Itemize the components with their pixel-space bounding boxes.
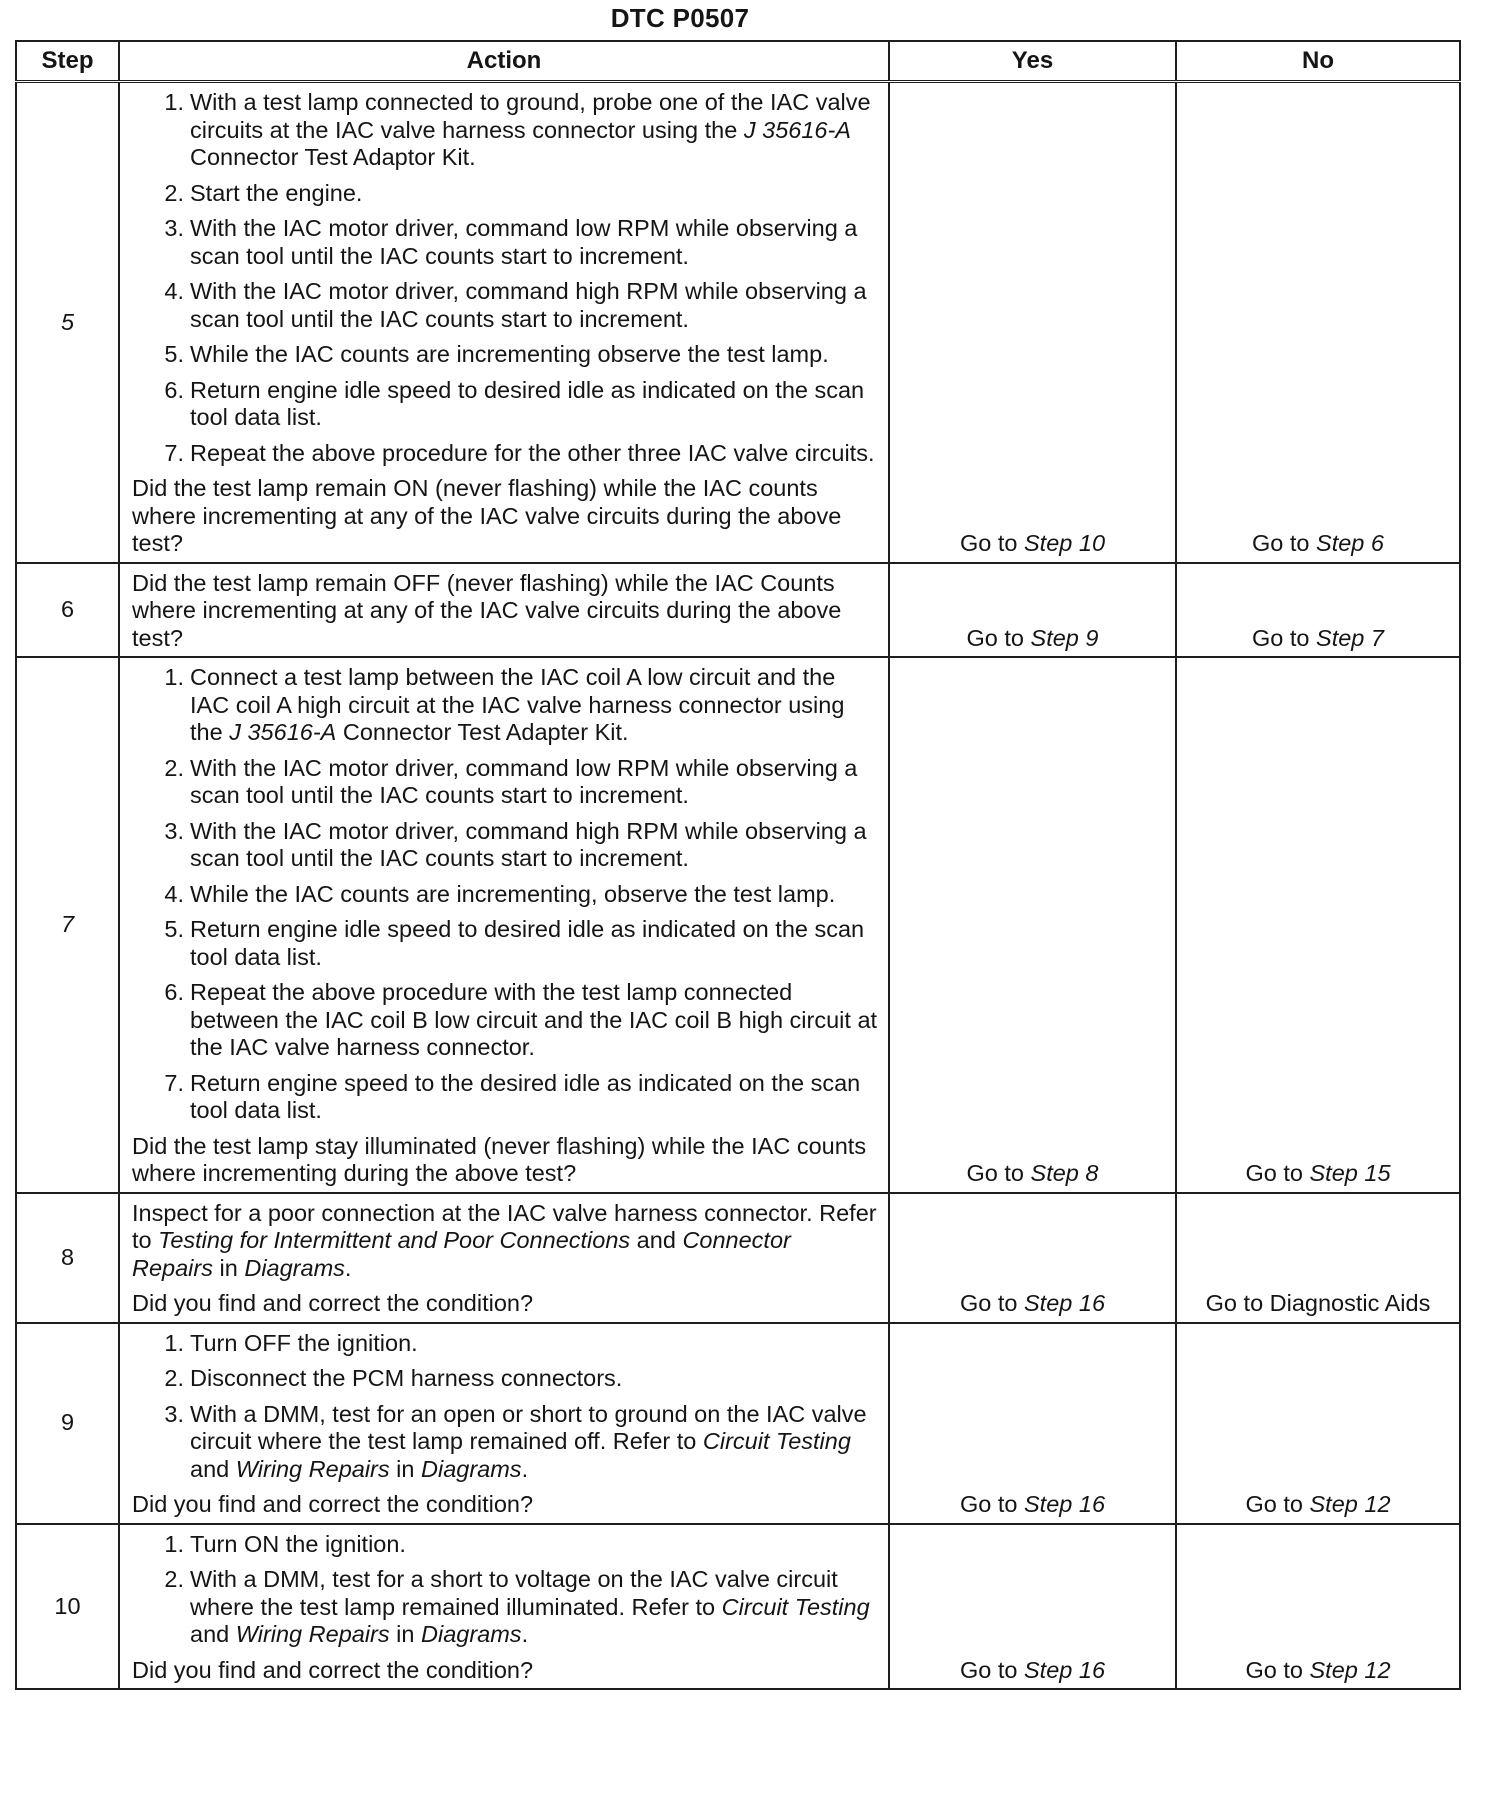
list-item-number: 7.: [164, 439, 184, 466]
action-cell: [119, 82, 889, 563]
table-header-row: [16, 41, 1460, 82]
list-item: [132, 755, 878, 810]
no-outcome-step: Step 15: [1309, 1160, 1391, 1186]
text-segment: .: [344, 1254, 352, 1281]
text-segment: With the IAC motor driver, command low RPM while observing a scan tool until the IAC counts start to increment.: [190, 754, 858, 808]
no-outcome-text: Go to: [1252, 530, 1317, 556]
yes-outcome: [889, 563, 1176, 658]
list-item-number: 5.: [164, 341, 184, 367]
list-item-number: 4.: [164, 278, 184, 304]
table-row: [16, 1193, 1460, 1323]
text-segment: Repeat the above procedure with the test lamp connected between the IAC coil B low circuit and the IAC coil B high circuit at the IAC valve harness connector.: [190, 979, 878, 1060]
text-segment: and: [190, 1621, 236, 1647]
list-item: [132, 180, 878, 208]
step-number: 7: [16, 657, 119, 1193]
no-outcome-text: Go to: [1245, 1656, 1310, 1683]
reference-text: Wiring Repairs: [235, 1621, 390, 1647]
decision-question: Did the test lamp stay illuminated (never flashing) while the IAC counts where incrementing during the above test?: [132, 1132, 867, 1186]
table-row: [16, 1524, 1460, 1690]
no-outcome-step: Step 7: [1316, 624, 1384, 651]
reference-text: J 35616-A: [229, 719, 337, 745]
table-row: [16, 657, 1460, 1193]
no-outcome: [1176, 1524, 1460, 1690]
yes-outcome-step: Step 16: [1024, 1290, 1106, 1316]
reference-text: Diagrams: [421, 1455, 522, 1482]
text-segment: and: [630, 1227, 683, 1253]
list-item-number: 2.: [164, 1566, 184, 1592]
no-outcome-text: Go to: [1245, 1160, 1310, 1186]
text-segment: Return engine idle speed to desired idle as indicated on the scan tool data list.: [190, 916, 865, 970]
text-segment: Return engine speed to the desired idle as indicated on the scan tool data list.: [190, 1069, 861, 1123]
text-segment: With a DMM, test for an open or short to ground on the IAC valve circuit where the test lamp remained off. Refer to: [190, 1400, 867, 1454]
yes-outcome: [889, 657, 1176, 1193]
no-outcome-text: Go to Diagnostic Aids: [1205, 1290, 1431, 1316]
list-item: [132, 818, 878, 873]
reference-text: Diagrams: [421, 1621, 522, 1647]
header-yes: Yes: [889, 41, 1176, 82]
yes-outcome-text: Go to: [959, 1656, 1024, 1683]
list-item-number: 2.: [164, 1365, 184, 1391]
text-segment: With the IAC motor driver, command low RPM while observing a scan tool until the IAC counts start to increment.: [190, 215, 858, 269]
list-item-number: 4.: [164, 880, 184, 907]
list-item-number: 1.: [164, 1530, 184, 1557]
decision-question: Did the test lamp remain ON (never flashing) while the IAC counts where incrementing at any of the IAC valve circuits during the above test?: [132, 475, 842, 556]
step-number: 10: [16, 1524, 119, 1690]
yes-outcome-text: Go to: [959, 530, 1024, 556]
yes-outcome-step: Step 10: [1024, 530, 1106, 556]
list-item: [132, 664, 878, 747]
action-steps-list: [132, 89, 878, 467]
header-no: No: [1176, 41, 1460, 82]
list-item: [132, 881, 878, 909]
no-outcome: [1176, 1193, 1460, 1323]
list-item-number: 7.: [164, 1069, 184, 1096]
reference-text: Diagrams: [244, 1254, 345, 1281]
action-steps-list: [132, 1330, 878, 1484]
action-cell: [119, 1524, 889, 1690]
yes-outcome-step: Step 16: [1024, 1491, 1106, 1517]
no-outcome: [1176, 82, 1460, 563]
text-segment: Connector Test Adapter Kit.: [336, 719, 629, 745]
list-item-number: 2.: [164, 179, 184, 206]
text-segment: With a test lamp connected to ground, probe one of the IAC valve circuits at the IAC valve harness connector using the: [190, 89, 871, 143]
text-segment: .: [521, 1455, 529, 1482]
text-segment: With the IAC motor driver, command high RPM while observing a scan tool until the IAC counts start to increment.: [190, 278, 867, 332]
text-segment: Turn OFF the ignition.: [190, 1329, 418, 1356]
text-segment: Inspect for a poor connection at the IAC valve harness connector. Refer to: [132, 1199, 877, 1253]
list-item-number: 3.: [164, 1400, 184, 1427]
decision-question: Did the test lamp remain OFF (never flashing) while the IAC Counts where incrementing at any of the IAC valve circuits during the above test?: [132, 569, 842, 651]
decision-question: Did you find and correct the condition?: [132, 1290, 534, 1316]
list-item: [132, 1401, 878, 1484]
table-row: [16, 82, 1460, 563]
decision-question: Did you find and correct the condition?: [132, 1656, 534, 1683]
action-cell: [119, 1323, 889, 1524]
header-action: Action: [119, 41, 889, 82]
list-item: [132, 1330, 878, 1358]
text-segment: While the IAC counts are incrementing observe the test lamp.: [190, 341, 829, 367]
list-item-number: 1.: [164, 1329, 184, 1356]
yes-outcome: [889, 1193, 1176, 1323]
list-item-number: 3.: [164, 215, 184, 241]
text-segment: Return engine idle speed to desired idle as indicated on the scan tool data list.: [190, 376, 865, 430]
no-outcome-step: Step 12: [1309, 1491, 1391, 1517]
reference-text: Circuit Testing: [702, 1428, 851, 1454]
no-outcome: [1176, 563, 1460, 658]
list-item-number: 1.: [164, 89, 184, 115]
action-steps-list: [132, 664, 878, 1125]
yes-outcome: [889, 1524, 1176, 1690]
no-outcome-text: Go to: [1245, 1491, 1310, 1517]
list-item: [132, 278, 878, 333]
list-item: [132, 215, 878, 270]
yes-outcome-step: Step 8: [1030, 1160, 1099, 1186]
list-item-number: 5.: [164, 916, 184, 942]
list-item: [132, 440, 878, 468]
no-outcome: [1176, 1323, 1460, 1524]
list-item: [132, 1365, 878, 1393]
yes-outcome-text: Go to: [959, 1491, 1024, 1517]
reference-text: Circuit Testing: [721, 1593, 870, 1620]
yes-outcome-step: Step 9: [1030, 624, 1099, 651]
text-segment: Repeat the above procedure for the other three IAC valve circuits.: [190, 439, 875, 466]
list-item: [132, 377, 878, 432]
list-item: [132, 1070, 878, 1125]
yes-outcome-step: Step 16: [1024, 1656, 1106, 1683]
table-row: [16, 563, 1460, 658]
action-steps-list: [132, 1531, 878, 1649]
text-segment: Connector Test Adaptor Kit.: [190, 144, 476, 170]
reference-text: Connector Repairs: [132, 1227, 791, 1281]
list-item: [132, 979, 878, 1062]
yes-outcome-text: Go to: [966, 1160, 1031, 1186]
action-cell: [119, 1193, 889, 1323]
list-item-number: 6.: [164, 979, 184, 1005]
text-segment: in: [389, 1455, 421, 1482]
no-outcome-text: Go to: [1252, 624, 1317, 651]
text-segment: Disconnect the PCM harness connectors.: [190, 1365, 623, 1391]
reference-text: Wiring Repairs: [235, 1455, 390, 1482]
step-number: 9: [16, 1323, 119, 1524]
list-item: [132, 89, 878, 172]
reference-text: Testing for Intermittent and Poor Connections: [158, 1227, 631, 1253]
text-segment: Start the engine.: [190, 179, 363, 206]
no-outcome: [1176, 657, 1460, 1193]
action-cell: [119, 563, 889, 658]
list-item: [132, 916, 878, 971]
list-item-number: 6.: [164, 376, 184, 403]
list-item-number: 3.: [164, 817, 184, 844]
list-item-number: 1.: [164, 664, 184, 690]
no-outcome-step: Step 6: [1316, 530, 1384, 556]
step-number: 5: [16, 82, 119, 563]
no-outcome-step: Step 12: [1309, 1656, 1391, 1683]
text-segment: in: [212, 1254, 245, 1281]
list-item: [132, 341, 878, 369]
step-number: 8: [16, 1193, 119, 1323]
step-number: 6: [16, 563, 119, 658]
page-title: DTC P0507: [610, 3, 750, 33]
list-item: [132, 1566, 878, 1649]
diagnostic-table: [15, 40, 1461, 1690]
action-cell: [119, 657, 889, 1193]
yes-outcome-text: Go to: [966, 624, 1031, 651]
decision-question: Did you find and correct the condition?: [132, 1491, 534, 1517]
text-segment: Turn ON the ignition.: [190, 1530, 406, 1557]
yes-outcome: [889, 82, 1176, 563]
text-segment: .: [521, 1621, 529, 1647]
list-item-number: 2.: [164, 754, 184, 781]
text-segment: While the IAC counts are incrementing, observe the test lamp.: [190, 880, 836, 907]
list-item: [132, 1531, 878, 1559]
text-segment: With the IAC motor driver, command high RPM while observing a scan tool until the IAC counts start to increment.: [190, 817, 867, 871]
table-row: [16, 1323, 1460, 1524]
yes-outcome-text: Go to: [959, 1290, 1024, 1316]
instruction-paragraph: [132, 1200, 878, 1283]
yes-outcome: [889, 1323, 1176, 1524]
text-segment: With a DMM, test for a short to voltage on the IAC valve circuit where the test lamp remained illuminated. Refer to: [190, 1566, 838, 1620]
text-segment: in: [389, 1621, 421, 1647]
header-step: Step: [16, 41, 119, 82]
reference-text: J 35616-A: [743, 116, 851, 143]
text-segment: Connect a test lamp between the IAC coil A low circuit and the IAC coil A high circuit at the IAC valve harness connector using the: [190, 664, 845, 745]
table-body: [16, 82, 1460, 1690]
text-segment: and: [190, 1455, 236, 1482]
